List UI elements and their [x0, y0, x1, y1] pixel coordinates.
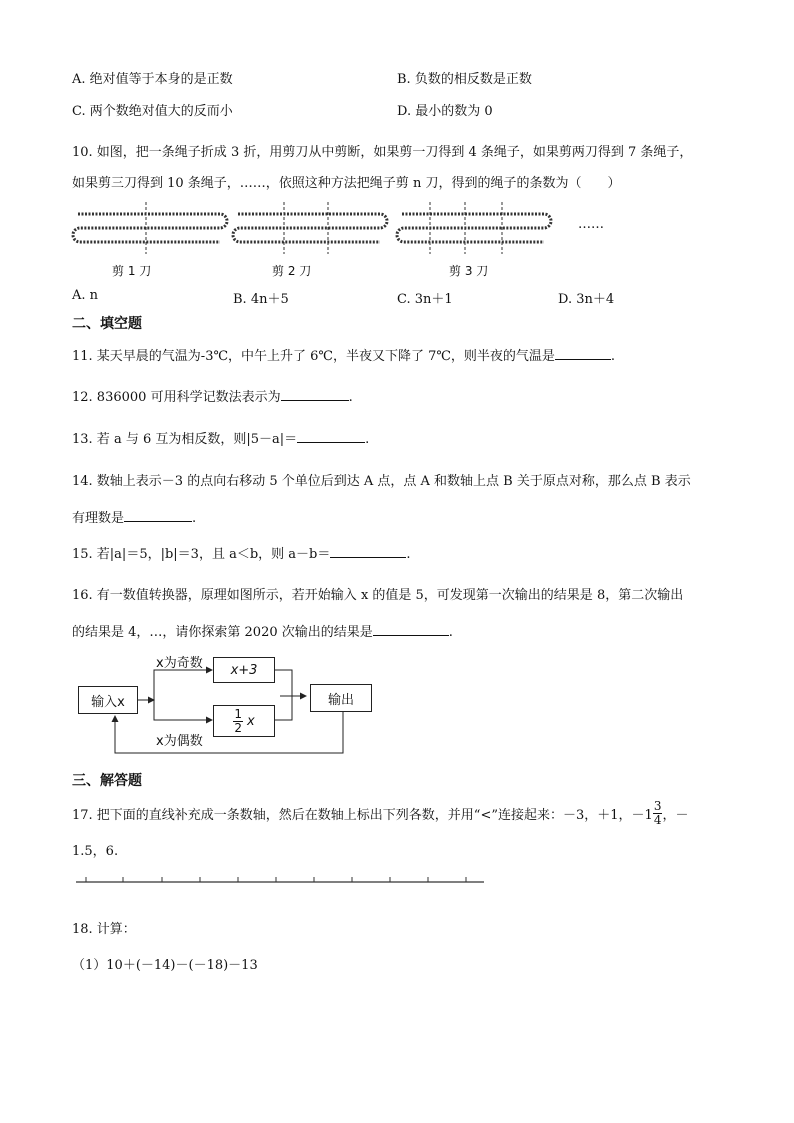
q11-text — [72, 345, 615, 364]
flow-input-box: 输入x — [78, 686, 138, 714]
rope-1 — [73, 214, 227, 242]
section-solve-heading: 三、解答题 — [72, 773, 142, 789]
q10-text-line2: 如果剪三刀得到 10 条绳子，……，依照这种方法把绳子剪 n 刀，得到的绳子的条数为（ ） — [72, 176, 621, 191]
rope-caption-1: 剪 1 刀 — [112, 264, 152, 278]
q10-option-a: A. n — [72, 288, 99, 303]
rope-caption-3: 剪 3 刀 — [449, 264, 489, 278]
flow-half-fraction: $\frac{1}{2}$ — [234, 706, 242, 735]
rope-2 — [233, 214, 387, 242]
q10-option-b: B. 4n＋5 — [233, 292, 289, 307]
q14-end: . — [192, 511, 197, 526]
q13-body: 13. 若 a 与 6 互为相反数，则|5－a|＝ — [72, 432, 298, 447]
q15-blank[interactable] — [330, 545, 406, 558]
q9-option-c: C. 两个数绝对值大的反而小 — [72, 104, 233, 119]
q15-text — [72, 543, 411, 562]
q18-heading: 18. 计算： — [72, 922, 136, 937]
q17-text-line1 — [72, 800, 688, 827]
q12-text — [72, 386, 353, 405]
q16-text-line1: 16. 有一数值转换器，原理如图所示，若开始输入 x 的值是 5，可发现第一次输出的结果是 8，第二次输出 — [72, 588, 684, 603]
q14-body: 有理数是 — [72, 511, 125, 526]
q10-option-d: D. 3n＋4 — [558, 292, 615, 307]
rope-figure — [70, 198, 630, 260]
q10-text-line1: 10. 如图，把一条绳子折成 3 折，用剪刀从中剪断，如果剪一刀得到 4 条绳子，如果剪两刀得到 7 条绳子， — [72, 145, 693, 160]
q17-body-cont: ，－ — [662, 808, 689, 823]
q9-option-d: D. 最小的数为 0 — [397, 104, 493, 119]
q11-body: 11. 某天早晨的气温为-3℃，中午上升了 6℃，半夜又下降了 7℃，则半夜的气温是 — [72, 349, 555, 364]
rope-ellipsis: …… — [578, 217, 604, 232]
q13-blank[interactable] — [297, 430, 365, 443]
flow-plus3-box: x+3 — [213, 657, 275, 683]
q9-option-b: B. 负数的相反数是正数 — [397, 72, 532, 87]
q17-fraction: $\frac{3}{4}$ — [653, 799, 662, 827]
q13-end: . — [365, 432, 370, 447]
q15-end: . — [406, 547, 411, 562]
section-fill-in-heading: 二、填空题 — [72, 316, 142, 332]
flow-odd-label: x为奇数 — [156, 656, 203, 671]
rope-caption-2: 剪 2 刀 — [272, 264, 312, 278]
flow-even-label: x为偶数 — [156, 734, 203, 749]
q14-text-line1: 14. 数轴上表示－3 的点向右移动 5 个单位后到达 A 点，点 A 和数轴上点 B 关于原点对称，那么点 B 表示 — [72, 474, 691, 489]
rope-3 — [397, 214, 551, 242]
q12-end: . — [348, 390, 353, 405]
q11-blank[interactable] — [555, 347, 611, 360]
q16-blank[interactable] — [373, 623, 449, 636]
q16-body: 的结果是 4，…，请你探索第 2020 次输出的结果是 — [72, 625, 373, 640]
q17-text-line2: 1.5，6. — [72, 844, 119, 859]
q14-blank[interactable] — [124, 509, 192, 522]
q12-blank[interactable] — [281, 388, 349, 401]
q9-option-a: A. 绝对值等于本身的是正数 — [72, 72, 233, 87]
q13-text — [72, 428, 369, 447]
q14-text-line2 — [72, 507, 196, 526]
q18-part1: （1）10＋(－14)－(－18)－13 — [72, 958, 258, 973]
q16-text-line2 — [72, 621, 453, 640]
q17-body: 17. 把下面的直线补充成一条数轴，然后在数轴上标出下列各数，并用“<”连接起来：－3，＋1，－1 — [72, 808, 653, 823]
q16-end: . — [448, 625, 453, 640]
q11-end: . — [610, 349, 616, 364]
flow-output-box: 输出 — [310, 684, 372, 712]
flow-half-box: $\frac{1}{2}$ x — [213, 705, 275, 737]
number-line — [70, 872, 490, 888]
q15-body: 15. 若|a|＝5，|b|＝3，且 a＜b，则 a－b＝ — [72, 547, 331, 562]
q12-body: 12. 836000 可用科学记数法表示为 — [72, 390, 281, 405]
q10-option-c: C. 3n＋1 — [397, 292, 453, 307]
